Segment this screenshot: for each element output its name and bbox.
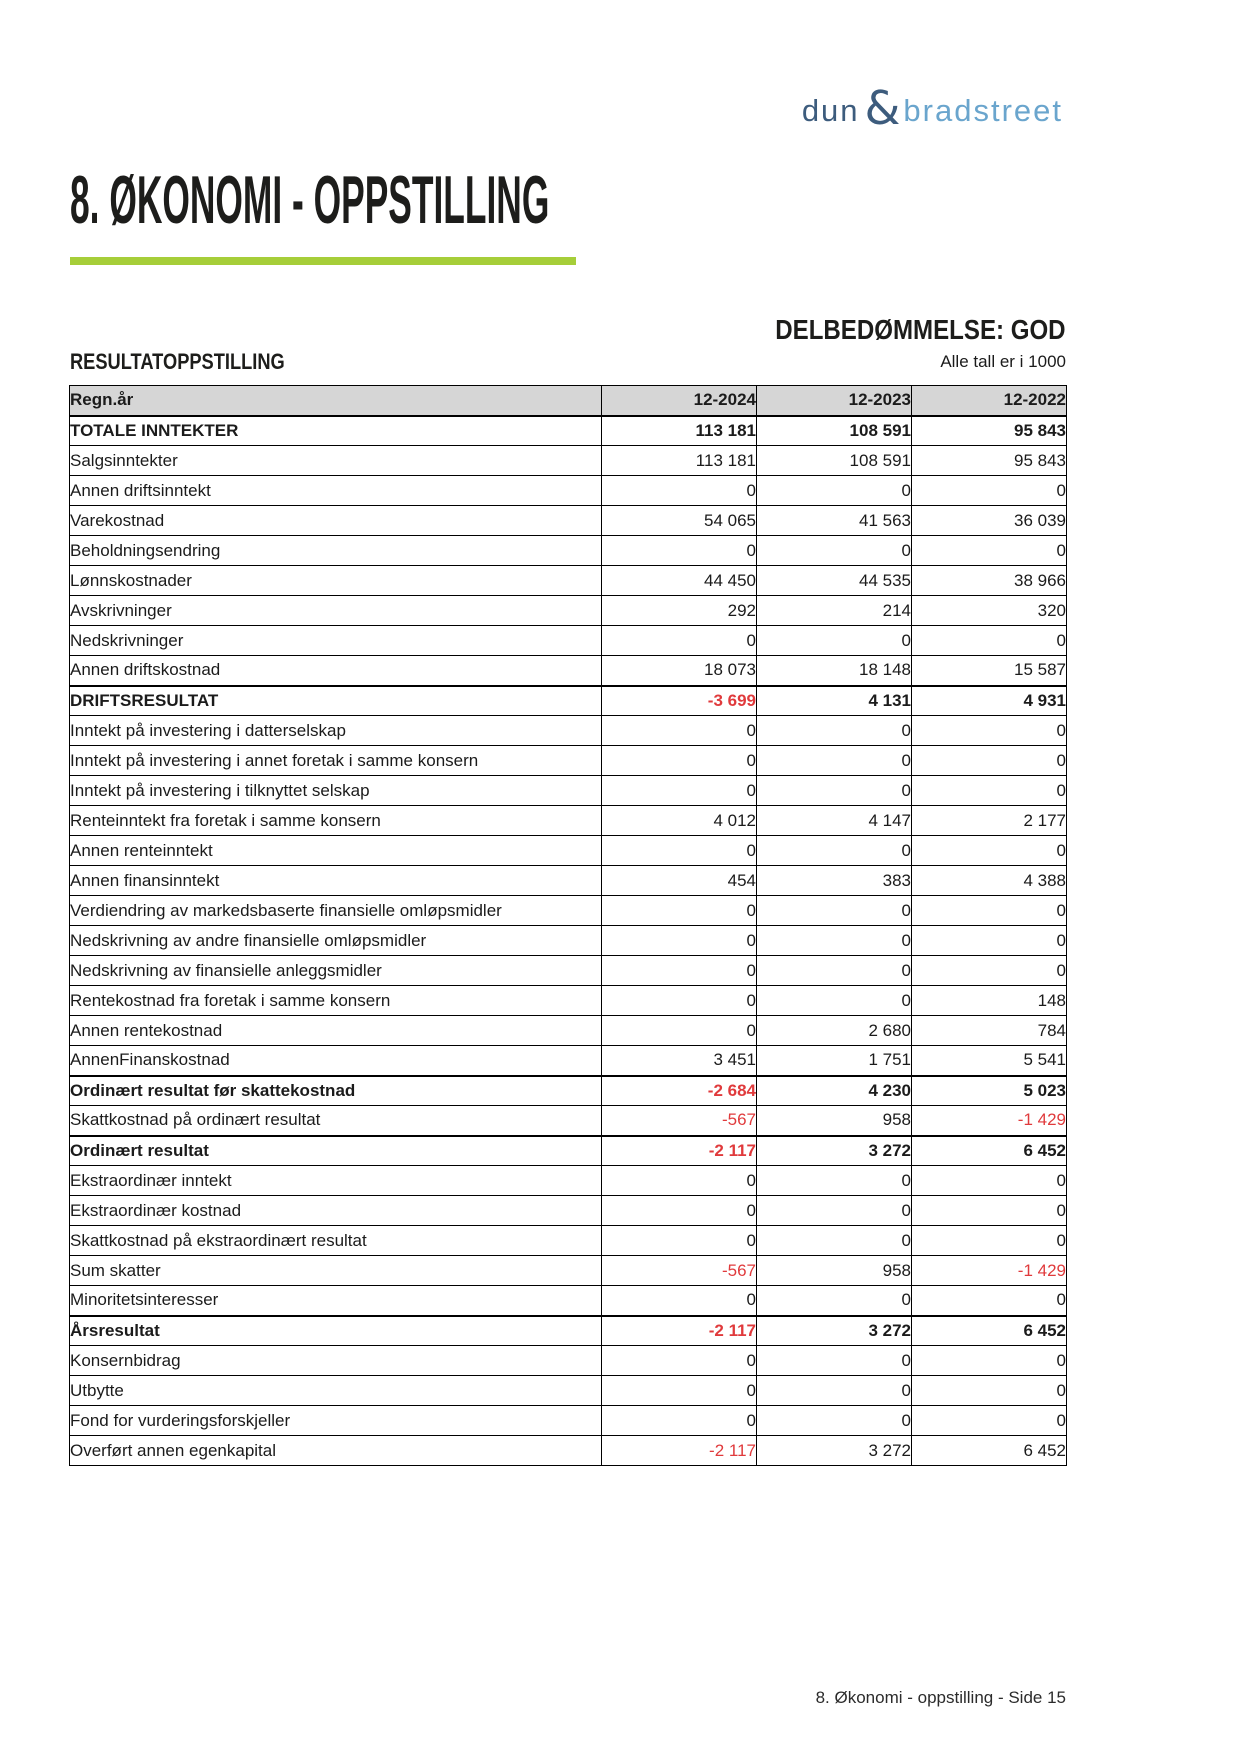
cell-value: -3 699 <box>602 686 757 716</box>
cell-value: 0 <box>602 716 757 746</box>
cell-value: 0 <box>602 476 757 506</box>
table-row <box>70 626 1067 656</box>
cell-value: -2 117 <box>602 1436 757 1466</box>
row-label: Annen driftsinntekt <box>70 476 602 506</box>
cell-value: 454 <box>602 866 757 896</box>
cell-value: 0 <box>602 1196 757 1226</box>
cell-value: 54 065 <box>602 506 757 536</box>
units-note: Alle tall er i 1000 <box>940 352 1066 371</box>
cell-value: 4 931 <box>912 686 1067 716</box>
cell-value: 383 <box>757 866 912 896</box>
title-underline-bar <box>70 257 576 265</box>
cell-value: 2 177 <box>912 806 1067 836</box>
cell-value: 0 <box>602 896 757 926</box>
cell-value: 0 <box>912 1196 1067 1226</box>
assessment-heading <box>728 314 1066 346</box>
cell-value: 784 <box>912 1016 1067 1046</box>
cell-value: 18 073 <box>602 656 757 686</box>
row-label: Lønnskostnader <box>70 566 602 596</box>
cell-value: -567 <box>602 1256 757 1286</box>
cell-value: 148 <box>912 986 1067 1016</box>
row-label: Fond for vurderingsforskjeller <box>70 1406 602 1436</box>
cell-value: 1 751 <box>757 1046 912 1076</box>
cell-value: 0 <box>602 1286 757 1316</box>
row-label: Beholdningsendring <box>70 536 602 566</box>
table-row <box>70 686 1067 716</box>
cell-value: 0 <box>757 836 912 866</box>
row-label: Konsernbidrag <box>70 1346 602 1376</box>
table-row <box>70 446 1067 476</box>
cell-value: 0 <box>912 476 1067 506</box>
header-year-12-2023: 12-2023 <box>757 386 912 416</box>
cell-value: 0 <box>602 626 757 656</box>
cell-value: 0 <box>912 716 1067 746</box>
cell-value: 4 012 <box>602 806 757 836</box>
cell-value: 38 966 <box>912 566 1067 596</box>
cell-value: 0 <box>912 896 1067 926</box>
cell-value: 214 <box>757 596 912 626</box>
table-row <box>70 1436 1067 1466</box>
page-footer: 8. Økonomi - oppstilling - Side 15 <box>815 1688 1066 1707</box>
cell-value: 292 <box>602 596 757 626</box>
cell-value: 36 039 <box>912 506 1067 536</box>
cell-value: 0 <box>757 1196 912 1226</box>
row-label: Overført annen egenkapital <box>70 1436 602 1466</box>
cell-value: 0 <box>912 746 1067 776</box>
cell-value: 95 843 <box>912 416 1067 446</box>
cell-value: 44 535 <box>757 566 912 596</box>
cell-value: 0 <box>912 1226 1067 1256</box>
row-label: Ekstraordinær kostnad <box>70 1196 602 1226</box>
cell-value: 4 388 <box>912 866 1067 896</box>
row-label: TOTALE INNTEKTER <box>70 416 602 446</box>
row-label: Varekostnad <box>70 506 602 536</box>
row-label: Nedskrivninger <box>70 626 602 656</box>
cell-value: 0 <box>757 1406 912 1436</box>
cell-value: 0 <box>757 956 912 986</box>
table-row <box>70 1166 1067 1196</box>
cell-value: 0 <box>602 956 757 986</box>
cell-value: 0 <box>757 716 912 746</box>
table-row <box>70 476 1067 506</box>
row-label: Skattkostnad på ekstraordinært resultat <box>70 1226 602 1256</box>
row-label: Ekstraordinær inntekt <box>70 1166 602 1196</box>
table-caption <box>70 349 329 375</box>
cell-value: 0 <box>912 776 1067 806</box>
cell-value: 4 131 <box>757 686 912 716</box>
cell-value: 0 <box>602 836 757 866</box>
cell-value: 108 591 <box>757 446 912 476</box>
cell-value: 0 <box>757 746 912 776</box>
table-row <box>70 506 1067 536</box>
row-label: Annen finansinntekt <box>70 866 602 896</box>
row-label: Inntekt på investering i annet foretak i samme konsern <box>70 746 602 776</box>
table-row <box>70 1406 1067 1436</box>
cell-value: 0 <box>757 986 912 1016</box>
cell-value: 0 <box>602 1376 757 1406</box>
row-label: Annen driftskostnad <box>70 656 602 686</box>
row-label: Annen rentekostnad <box>70 1016 602 1046</box>
cell-value: -1 429 <box>912 1256 1067 1286</box>
table-row <box>70 956 1067 986</box>
cell-value: 108 591 <box>757 416 912 446</box>
header-year-12-2024: 12-2024 <box>602 386 757 416</box>
row-label: Avskrivninger <box>70 596 602 626</box>
cell-value: 0 <box>757 1286 912 1316</box>
cell-value: 0 <box>757 896 912 926</box>
cell-value: 0 <box>602 926 757 956</box>
cell-value: 44 450 <box>602 566 757 596</box>
cell-value: 958 <box>757 1106 912 1136</box>
cell-value: 0 <box>757 536 912 566</box>
logo-text-bradstreet: bradstreet <box>903 93 1063 128</box>
cell-value: 0 <box>757 776 912 806</box>
table-row <box>70 1106 1067 1136</box>
table-row <box>70 776 1067 806</box>
table-row <box>70 806 1067 836</box>
row-label: Sum skatter <box>70 1256 602 1286</box>
cell-value: 3 272 <box>757 1436 912 1466</box>
table-row <box>70 896 1067 926</box>
cell-value: 3 451 <box>602 1046 757 1076</box>
cell-value: 0 <box>912 1406 1067 1436</box>
cell-value: 0 <box>602 1346 757 1376</box>
cell-value: 0 <box>757 1346 912 1376</box>
cell-value: 0 <box>602 536 757 566</box>
cell-value: 0 <box>602 986 757 1016</box>
table-row <box>70 926 1067 956</box>
table-row <box>70 1316 1067 1346</box>
cell-value: 0 <box>602 1016 757 1046</box>
table-caption-text: RESULTATOPPSTILLING <box>70 349 285 374</box>
cell-value: 0 <box>757 1226 912 1256</box>
cell-value: -567 <box>602 1106 757 1136</box>
table-row <box>70 1256 1067 1286</box>
cell-value: 41 563 <box>757 506 912 536</box>
cell-value: 15 587 <box>912 656 1067 686</box>
cell-value: 3 272 <box>757 1316 912 1346</box>
row-label: Utbytte <box>70 1376 602 1406</box>
cell-value: 958 <box>757 1256 912 1286</box>
cell-value: 5 023 <box>912 1076 1067 1106</box>
logo-text-dun: dun <box>801 93 860 128</box>
cell-value: 0 <box>757 926 912 956</box>
cell-value: 0 <box>912 926 1067 956</box>
cell-value: -2 117 <box>602 1316 757 1346</box>
row-label: Nedskrivning av finansielle anleggsmidler <box>70 956 602 986</box>
cell-value: -1 429 <box>912 1106 1067 1136</box>
cell-value: 2 680 <box>757 1016 912 1046</box>
results-table <box>69 385 1067 1466</box>
row-label: Inntekt på investering i datterselskap <box>70 716 602 746</box>
row-label: Annen renteinntekt <box>70 836 602 866</box>
table-row <box>70 656 1067 686</box>
cell-value: 95 843 <box>912 446 1067 476</box>
table-row <box>70 1046 1067 1076</box>
row-label: AnnenFinanskostnad <box>70 1046 602 1076</box>
row-label: Rentekostnad fra foretak i samme konsern <box>70 986 602 1016</box>
page-title-text: 8. ØKONOMI - OPPSTILLING <box>70 162 550 238</box>
table-row <box>70 986 1067 1016</box>
table-header-row <box>70 386 1067 416</box>
table-row <box>70 416 1067 446</box>
cell-value: 0 <box>912 1286 1067 1316</box>
row-label: Skattkostnad på ordinært resultat <box>70 1106 602 1136</box>
table-row <box>70 536 1067 566</box>
cell-value: 0 <box>757 1376 912 1406</box>
cell-value: 0 <box>912 956 1067 986</box>
dun-bradstreet-logo <box>801 81 1063 135</box>
row-label: Minoritetsinteresser <box>70 1286 602 1316</box>
cell-value: 0 <box>912 1166 1067 1196</box>
cell-value: 6 452 <box>912 1436 1067 1466</box>
cell-value: 4 230 <box>757 1076 912 1106</box>
table-row <box>70 1346 1067 1376</box>
table-row <box>70 866 1067 896</box>
cell-value: 320 <box>912 596 1067 626</box>
row-label: Årsresultat <box>70 1316 602 1346</box>
cell-value: 3 272 <box>757 1136 912 1166</box>
table-body <box>70 416 1067 1466</box>
cell-value: 0 <box>602 1226 757 1256</box>
row-label: Salgsinntekter <box>70 446 602 476</box>
cell-value: 0 <box>602 746 757 776</box>
cell-value: 113 181 <box>602 446 757 476</box>
table-row <box>70 836 1067 866</box>
assessment-heading-text: DELBEDØMMELSE: GOD <box>775 314 1066 345</box>
cell-value: 5 541 <box>912 1046 1067 1076</box>
header-year-12-2022: 12-2022 <box>912 386 1067 416</box>
cell-value: 0 <box>757 1166 912 1196</box>
table-row <box>70 566 1067 596</box>
cell-value: 113 181 <box>602 416 757 446</box>
cell-value: 0 <box>912 1376 1067 1406</box>
cell-value: 0 <box>757 626 912 656</box>
cell-value: 6 452 <box>912 1136 1067 1166</box>
logo-ampersand-icon: & <box>864 81 901 135</box>
page-title <box>70 162 992 238</box>
row-label: Renteinntekt fra foretak i samme konsern <box>70 806 602 836</box>
table-row <box>70 1286 1067 1316</box>
table-row <box>70 596 1067 626</box>
row-label: Nedskrivning av andre finansielle omløpsmidler <box>70 926 602 956</box>
cell-value: 6 452 <box>912 1316 1067 1346</box>
cell-value: 0 <box>757 476 912 506</box>
header-regnar: Regn.år <box>70 386 602 416</box>
row-label: Ordinært resultat før skattekostnad <box>70 1076 602 1106</box>
cell-value: -2 117 <box>602 1136 757 1166</box>
table-row <box>70 1226 1067 1256</box>
table-row <box>70 1076 1067 1106</box>
table-row <box>70 746 1067 776</box>
cell-value: 0 <box>912 836 1067 866</box>
table-row <box>70 1016 1067 1046</box>
row-label: Inntekt på investering i tilknyttet selskap <box>70 776 602 806</box>
cell-value: 0 <box>912 536 1067 566</box>
cell-value: 18 148 <box>757 656 912 686</box>
table-row <box>70 716 1067 746</box>
table-row <box>70 1136 1067 1166</box>
cell-value: 0 <box>602 1166 757 1196</box>
cell-value: 0 <box>602 776 757 806</box>
row-label: Verdiendring av markedsbaserte finansielle omløpsmidler <box>70 896 602 926</box>
cell-value: 4 147 <box>757 806 912 836</box>
row-label: Ordinært resultat <box>70 1136 602 1166</box>
cell-value: 0 <box>912 626 1067 656</box>
table-row <box>70 1196 1067 1226</box>
cell-value: 0 <box>912 1346 1067 1376</box>
cell-value: -2 684 <box>602 1076 757 1106</box>
cell-value: 0 <box>602 1406 757 1436</box>
row-label: DRIFTSRESULTAT <box>70 686 602 716</box>
table-row <box>70 1376 1067 1406</box>
